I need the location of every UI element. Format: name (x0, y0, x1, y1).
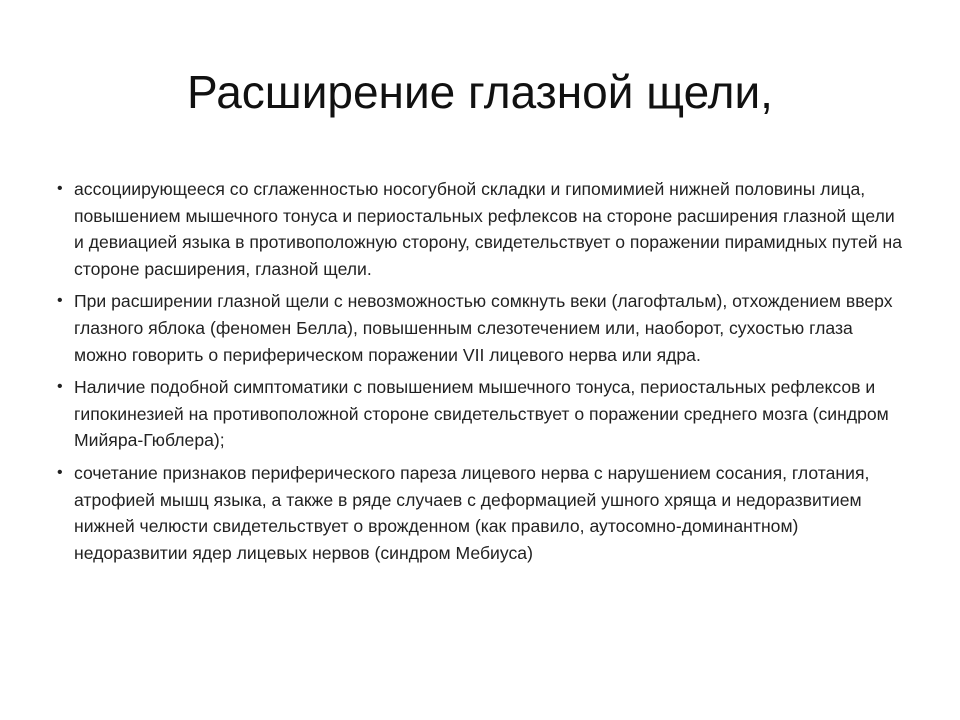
bullet-text: ассоциирующееся со сглаженностью носогубной складки и гипомимией нижней половины лица, повышением мышечного тонуса и периостальных рефлексов на стороне расширения глазной щели и девиацией языка в противоположную сторону, свидетельствует о поражении пирамидных путей на стороне расширения, глазной щели. (74, 179, 902, 279)
bullet-item (56, 374, 906, 454)
bullet-item (56, 460, 906, 566)
bullet-text: сочетание признаков периферического пареза лицевого нерва с нарушением сосания, глотания, атрофией мышц языка, а также в ряде случаев с деформацией ушного хряща и недоразвитием нижней челюсти свидетельствует о врожденном (как правило, аутосомно-доминантном) недоразвитии ядер лицевых нервов (синдром Мебиуса) (74, 462, 870, 563)
bullet-dot-icon: • (57, 292, 63, 310)
bullet-item (56, 176, 906, 282)
bullet-text: Наличие подобной симптоматики с повышением мышечного тонуса, периостальных рефлексов и гипокинезией на противоположной стороне свидетельствует о поражении среднего мозга (синдром Мийяра-Гюблера); (74, 377, 889, 451)
bullet-text: При расширении глазной щели с невозможностью сомкнуть веки (лагофтальм), отхождением вверх глазного яблока (феномен Белла), повышенным слезотечением или, наоборот, сухостью глаза можно говорить о периферическом поражении VII лицевого нерва или ядра. (74, 291, 893, 365)
bullet-item (56, 288, 906, 368)
slide-title: Расширение глазной щели, (187, 66, 773, 118)
bullet-dot-icon: • (57, 463, 63, 481)
bullet-list (56, 176, 906, 572)
bullet-dot-icon: • (57, 378, 63, 396)
bullet-dot-icon: • (57, 180, 63, 197)
